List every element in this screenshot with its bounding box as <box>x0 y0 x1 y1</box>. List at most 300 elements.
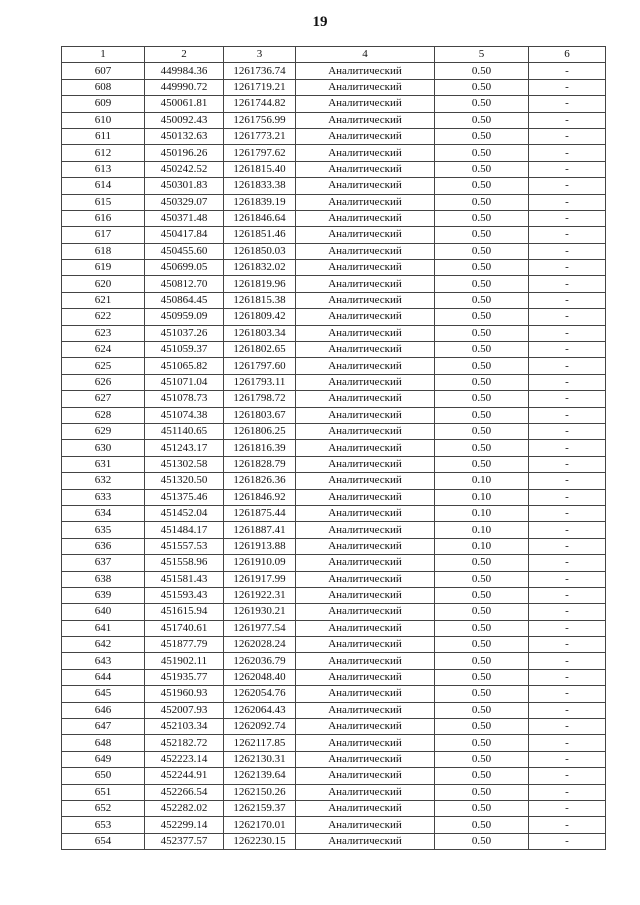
method-cell: Аналитический <box>296 309 435 325</box>
accuracy-cell: 0.50 <box>435 456 529 472</box>
table-row <box>62 145 606 161</box>
x-coordinate-cell: 452377.57 <box>145 833 224 849</box>
table-row <box>62 96 606 112</box>
note-cell: - <box>529 407 606 423</box>
accuracy-cell: 0.50 <box>435 735 529 751</box>
accuracy-cell: 0.50 <box>435 833 529 849</box>
note-cell: - <box>529 210 606 226</box>
method-cell: Аналитический <box>296 423 435 439</box>
table-row <box>62 358 606 374</box>
table-row <box>62 522 606 538</box>
accuracy-cell: 0.50 <box>435 145 529 161</box>
table-row <box>62 260 606 276</box>
x-coordinate-cell: 451452.04 <box>145 505 224 521</box>
point-number-cell: 620 <box>62 276 145 292</box>
table-row <box>62 800 606 816</box>
y-coordinate-cell: 1261773.21 <box>224 128 296 144</box>
point-number-cell: 621 <box>62 292 145 308</box>
point-number-cell: 613 <box>62 161 145 177</box>
accuracy-cell: 0.50 <box>435 719 529 735</box>
point-number-cell: 629 <box>62 423 145 439</box>
note-cell: - <box>529 63 606 79</box>
y-coordinate-cell: 1261802.65 <box>224 342 296 358</box>
y-coordinate-cell: 1261793.11 <box>224 374 296 390</box>
method-cell: Аналитический <box>296 702 435 718</box>
x-coordinate-cell: 451078.73 <box>145 391 224 407</box>
note-cell: - <box>529 145 606 161</box>
y-coordinate-cell: 1261816.39 <box>224 440 296 456</box>
accuracy-cell: 0.50 <box>435 309 529 325</box>
x-coordinate-cell: 450092.43 <box>145 112 224 128</box>
column-header: 6 <box>529 47 606 63</box>
point-number-cell: 650 <box>62 768 145 784</box>
y-coordinate-cell: 1261922.31 <box>224 587 296 603</box>
y-coordinate-cell: 1261846.92 <box>224 489 296 505</box>
accuracy-cell: 0.50 <box>435 604 529 620</box>
point-number-cell: 611 <box>62 128 145 144</box>
method-cell: Аналитический <box>296 210 435 226</box>
accuracy-cell: 0.10 <box>435 505 529 521</box>
x-coordinate-cell: 451935.77 <box>145 669 224 685</box>
note-cell: - <box>529 374 606 390</box>
point-number-cell: 635 <box>62 522 145 538</box>
x-coordinate-cell: 450455.60 <box>145 243 224 259</box>
accuracy-cell: 0.50 <box>435 243 529 259</box>
accuracy-cell: 0.50 <box>435 751 529 767</box>
x-coordinate-cell: 450329.07 <box>145 194 224 210</box>
x-coordinate-cell: 450864.45 <box>145 292 224 308</box>
point-number-cell: 652 <box>62 800 145 816</box>
y-coordinate-cell: 1262150.26 <box>224 784 296 800</box>
x-coordinate-cell: 450699.05 <box>145 260 224 276</box>
table-row <box>62 227 606 243</box>
method-cell: Аналитический <box>296 456 435 472</box>
x-coordinate-cell: 451320.50 <box>145 473 224 489</box>
accuracy-cell: 0.50 <box>435 702 529 718</box>
x-coordinate-cell: 451593.43 <box>145 587 224 603</box>
x-coordinate-cell: 449984.36 <box>145 63 224 79</box>
point-number-cell: 639 <box>62 587 145 603</box>
accuracy-cell: 0.50 <box>435 620 529 636</box>
method-cell: Аналитический <box>296 637 435 653</box>
y-coordinate-cell: 1261828.79 <box>224 456 296 472</box>
accuracy-cell: 0.50 <box>435 768 529 784</box>
note-cell: - <box>529 423 606 439</box>
note-cell: - <box>529 309 606 325</box>
method-cell: Аналитический <box>296 128 435 144</box>
y-coordinate-cell: 1261930.21 <box>224 604 296 620</box>
note-cell: - <box>529 243 606 259</box>
point-number-cell: 651 <box>62 784 145 800</box>
x-coordinate-cell: 451960.93 <box>145 686 224 702</box>
column-header: 5 <box>435 47 529 63</box>
x-coordinate-cell: 450061.81 <box>145 96 224 112</box>
x-coordinate-cell: 451074.38 <box>145 407 224 423</box>
point-number-cell: 627 <box>62 391 145 407</box>
method-cell: Аналитический <box>296 587 435 603</box>
method-cell: Аналитический <box>296 473 435 489</box>
accuracy-cell: 0.50 <box>435 587 529 603</box>
note-cell: - <box>529 784 606 800</box>
table-row <box>62 178 606 194</box>
table-row <box>62 194 606 210</box>
accuracy-cell: 0.50 <box>435 227 529 243</box>
accuracy-cell: 0.50 <box>435 669 529 685</box>
note-cell: - <box>529 342 606 358</box>
y-coordinate-cell: 1261850.03 <box>224 243 296 259</box>
note-cell: - <box>529 260 606 276</box>
method-cell: Аналитический <box>296 194 435 210</box>
y-coordinate-cell: 1261910.09 <box>224 555 296 571</box>
point-number-cell: 654 <box>62 833 145 849</box>
x-coordinate-cell: 451375.46 <box>145 489 224 505</box>
method-cell: Аналитический <box>296 63 435 79</box>
point-number-cell: 641 <box>62 620 145 636</box>
method-cell: Аналитический <box>296 555 435 571</box>
note-cell: - <box>529 194 606 210</box>
y-coordinate-cell: 1261833.38 <box>224 178 296 194</box>
x-coordinate-cell: 452266.54 <box>145 784 224 800</box>
method-cell: Аналитический <box>296 784 435 800</box>
method-cell: Аналитический <box>296 538 435 554</box>
note-cell: - <box>529 587 606 603</box>
note-cell: - <box>529 227 606 243</box>
table-row <box>62 456 606 472</box>
y-coordinate-cell: 1261797.60 <box>224 358 296 374</box>
accuracy-cell: 0.50 <box>435 276 529 292</box>
x-coordinate-cell: 452282.02 <box>145 800 224 816</box>
method-cell: Аналитический <box>296 686 435 702</box>
table-row <box>62 751 606 767</box>
y-coordinate-cell: 1262036.79 <box>224 653 296 669</box>
table-row <box>62 423 606 439</box>
point-number-cell: 617 <box>62 227 145 243</box>
table-row <box>62 571 606 587</box>
accuracy-cell: 0.10 <box>435 473 529 489</box>
y-coordinate-cell: 1261815.38 <box>224 292 296 308</box>
note-cell: - <box>529 686 606 702</box>
x-coordinate-cell: 450417.84 <box>145 227 224 243</box>
y-coordinate-cell: 1261917.99 <box>224 571 296 587</box>
table-row <box>62 505 606 521</box>
y-coordinate-cell: 1262064.43 <box>224 702 296 718</box>
table-row <box>62 342 606 358</box>
y-coordinate-cell: 1261851.46 <box>224 227 296 243</box>
y-coordinate-cell: 1261846.64 <box>224 210 296 226</box>
x-coordinate-cell: 451615.94 <box>145 604 224 620</box>
y-coordinate-cell: 1262028.24 <box>224 637 296 653</box>
x-coordinate-cell: 450132.63 <box>145 128 224 144</box>
table-row <box>62 128 606 144</box>
note-cell: - <box>529 79 606 95</box>
note-cell: - <box>529 178 606 194</box>
point-number-cell: 640 <box>62 604 145 620</box>
y-coordinate-cell: 1261832.02 <box>224 260 296 276</box>
table-row <box>62 686 606 702</box>
x-coordinate-cell: 451484.17 <box>145 522 224 538</box>
point-number-cell: 614 <box>62 178 145 194</box>
table-row <box>62 391 606 407</box>
table-row <box>62 276 606 292</box>
point-number-cell: 628 <box>62 407 145 423</box>
accuracy-cell: 0.50 <box>435 260 529 276</box>
y-coordinate-cell: 1262130.31 <box>224 751 296 767</box>
method-cell: Аналитический <box>296 260 435 276</box>
table-row <box>62 768 606 784</box>
table-row <box>62 374 606 390</box>
note-cell: - <box>529 620 606 636</box>
method-cell: Аналитический <box>296 325 435 341</box>
note-cell: - <box>529 604 606 620</box>
y-coordinate-cell: 1261719.21 <box>224 79 296 95</box>
method-cell: Аналитический <box>296 96 435 112</box>
point-number-cell: 638 <box>62 571 145 587</box>
note-cell: - <box>529 719 606 735</box>
accuracy-cell: 0.10 <box>435 522 529 538</box>
accuracy-cell: 0.50 <box>435 653 529 669</box>
point-number-cell: 644 <box>62 669 145 685</box>
y-coordinate-cell: 1261839.19 <box>224 194 296 210</box>
table-row <box>62 587 606 603</box>
point-number-cell: 626 <box>62 374 145 390</box>
note-cell: - <box>529 161 606 177</box>
point-number-cell: 653 <box>62 817 145 833</box>
x-coordinate-cell: 451557.53 <box>145 538 224 554</box>
method-cell: Аналитический <box>296 342 435 358</box>
y-coordinate-cell: 1261819.96 <box>224 276 296 292</box>
y-coordinate-cell: 1261806.25 <box>224 423 296 439</box>
accuracy-cell: 0.50 <box>435 358 529 374</box>
point-number-cell: 609 <box>62 96 145 112</box>
table-row <box>62 833 606 849</box>
method-cell: Аналитический <box>296 833 435 849</box>
accuracy-cell: 0.50 <box>435 178 529 194</box>
table-row <box>62 309 606 325</box>
note-cell: - <box>529 96 606 112</box>
note-cell: - <box>529 473 606 489</box>
table-body <box>62 63 606 850</box>
method-cell: Аналитический <box>296 489 435 505</box>
point-number-cell: 630 <box>62 440 145 456</box>
x-coordinate-cell: 452007.93 <box>145 702 224 718</box>
note-cell: - <box>529 669 606 685</box>
x-coordinate-cell: 452182.72 <box>145 735 224 751</box>
accuracy-cell: 0.50 <box>435 325 529 341</box>
method-cell: Аналитический <box>296 604 435 620</box>
x-coordinate-cell: 451877.79 <box>145 637 224 653</box>
accuracy-cell: 0.50 <box>435 210 529 226</box>
point-number-cell: 643 <box>62 653 145 669</box>
table-row <box>62 669 606 685</box>
note-cell: - <box>529 653 606 669</box>
method-cell: Аналитический <box>296 735 435 751</box>
method-cell: Аналитический <box>296 768 435 784</box>
accuracy-cell: 0.50 <box>435 391 529 407</box>
note-cell: - <box>529 768 606 784</box>
table-row <box>62 702 606 718</box>
accuracy-cell: 0.50 <box>435 637 529 653</box>
point-number-cell: 608 <box>62 79 145 95</box>
table-row <box>62 538 606 554</box>
point-number-cell: 634 <box>62 505 145 521</box>
point-number-cell: 623 <box>62 325 145 341</box>
accuracy-cell: 0.50 <box>435 292 529 308</box>
point-number-cell: 632 <box>62 473 145 489</box>
x-coordinate-cell: 450812.70 <box>145 276 224 292</box>
method-cell: Аналитический <box>296 227 435 243</box>
note-cell: - <box>529 112 606 128</box>
table-row <box>62 604 606 620</box>
y-coordinate-cell: 1261913.88 <box>224 538 296 554</box>
method-cell: Аналитический <box>296 391 435 407</box>
x-coordinate-cell: 451140.65 <box>145 423 224 439</box>
table-row <box>62 817 606 833</box>
y-coordinate-cell: 1261815.40 <box>224 161 296 177</box>
x-coordinate-cell: 450371.48 <box>145 210 224 226</box>
point-number-cell: 619 <box>62 260 145 276</box>
y-coordinate-cell: 1261797.62 <box>224 145 296 161</box>
method-cell: Аналитический <box>296 358 435 374</box>
point-number-cell: 615 <box>62 194 145 210</box>
note-cell: - <box>529 571 606 587</box>
note-cell: - <box>529 456 606 472</box>
point-number-cell: 642 <box>62 637 145 653</box>
table-row <box>62 325 606 341</box>
table-row <box>62 473 606 489</box>
note-cell: - <box>529 128 606 144</box>
column-header: 2 <box>145 47 224 63</box>
note-cell: - <box>529 391 606 407</box>
x-coordinate-cell: 450242.52 <box>145 161 224 177</box>
note-cell: - <box>529 800 606 816</box>
accuracy-cell: 0.50 <box>435 800 529 816</box>
method-cell: Аналитический <box>296 374 435 390</box>
method-cell: Аналитический <box>296 161 435 177</box>
y-coordinate-cell: 1261803.34 <box>224 325 296 341</box>
table-row <box>62 719 606 735</box>
y-coordinate-cell: 1261744.82 <box>224 96 296 112</box>
y-coordinate-cell: 1262092.74 <box>224 719 296 735</box>
table-row <box>62 161 606 177</box>
method-cell: Аналитический <box>296 178 435 194</box>
x-coordinate-cell: 450196.26 <box>145 145 224 161</box>
table-row <box>62 112 606 128</box>
point-number-cell: 631 <box>62 456 145 472</box>
accuracy-cell: 0.50 <box>435 194 529 210</box>
method-cell: Аналитический <box>296 571 435 587</box>
column-header: 4 <box>296 47 435 63</box>
x-coordinate-cell: 450301.83 <box>145 178 224 194</box>
accuracy-cell: 0.50 <box>435 374 529 390</box>
accuracy-cell: 0.50 <box>435 96 529 112</box>
x-coordinate-cell: 451740.61 <box>145 620 224 636</box>
x-coordinate-cell: 451071.04 <box>145 374 224 390</box>
x-coordinate-cell: 452103.34 <box>145 719 224 735</box>
y-coordinate-cell: 1261977.54 <box>224 620 296 636</box>
method-cell: Аналитический <box>296 653 435 669</box>
accuracy-cell: 0.50 <box>435 79 529 95</box>
method-cell: Аналитический <box>296 145 435 161</box>
table-row <box>62 555 606 571</box>
accuracy-cell: 0.50 <box>435 784 529 800</box>
accuracy-cell: 0.50 <box>435 686 529 702</box>
x-coordinate-cell: 449990.72 <box>145 79 224 95</box>
note-cell: - <box>529 358 606 374</box>
x-coordinate-cell: 451558.96 <box>145 555 224 571</box>
point-number-cell: 624 <box>62 342 145 358</box>
y-coordinate-cell: 1262139.64 <box>224 768 296 784</box>
point-number-cell: 622 <box>62 309 145 325</box>
y-coordinate-cell: 1261798.72 <box>224 391 296 407</box>
x-coordinate-cell: 450959.09 <box>145 309 224 325</box>
table-row <box>62 620 606 636</box>
accuracy-cell: 0.50 <box>435 440 529 456</box>
y-coordinate-cell: 1262048.40 <box>224 669 296 685</box>
table-row <box>62 407 606 423</box>
point-number-cell: 612 <box>62 145 145 161</box>
note-cell: - <box>529 751 606 767</box>
accuracy-cell: 0.50 <box>435 407 529 423</box>
note-cell: - <box>529 555 606 571</box>
method-cell: Аналитический <box>296 112 435 128</box>
y-coordinate-cell: 1261736.74 <box>224 63 296 79</box>
point-number-cell: 647 <box>62 719 145 735</box>
table-row <box>62 210 606 226</box>
page-number: 19 <box>312 14 328 30</box>
table-row <box>62 653 606 669</box>
y-coordinate-cell: 1261756.99 <box>224 112 296 128</box>
method-cell: Аналитический <box>296 440 435 456</box>
y-coordinate-cell: 1262159.37 <box>224 800 296 816</box>
note-cell: - <box>529 735 606 751</box>
accuracy-cell: 0.50 <box>435 128 529 144</box>
note-cell: - <box>529 702 606 718</box>
note-cell: - <box>529 505 606 521</box>
x-coordinate-cell: 451302.58 <box>145 456 224 472</box>
x-coordinate-cell: 451037.26 <box>145 325 224 341</box>
point-number-cell: 646 <box>62 702 145 718</box>
method-cell: Аналитический <box>296 522 435 538</box>
table-row <box>62 784 606 800</box>
method-cell: Аналитический <box>296 292 435 308</box>
method-cell: Аналитический <box>296 620 435 636</box>
method-cell: Аналитический <box>296 719 435 735</box>
x-coordinate-cell: 451243.17 <box>145 440 224 456</box>
point-number-cell: 645 <box>62 686 145 702</box>
y-coordinate-cell: 1262054.76 <box>224 686 296 702</box>
note-cell: - <box>529 817 606 833</box>
point-number-cell: 607 <box>62 63 145 79</box>
y-coordinate-cell: 1262170.01 <box>224 817 296 833</box>
method-cell: Аналитический <box>296 800 435 816</box>
y-coordinate-cell: 1262230.15 <box>224 833 296 849</box>
note-cell: - <box>529 489 606 505</box>
point-number-cell: 618 <box>62 243 145 259</box>
note-cell: - <box>529 637 606 653</box>
table-row <box>62 735 606 751</box>
table-row <box>62 292 606 308</box>
x-coordinate-cell: 451581.43 <box>145 571 224 587</box>
point-number-cell: 633 <box>62 489 145 505</box>
table-row <box>62 243 606 259</box>
y-coordinate-cell: 1261809.42 <box>224 309 296 325</box>
x-coordinate-cell: 452299.14 <box>145 817 224 833</box>
note-cell: - <box>529 440 606 456</box>
method-cell: Аналитический <box>296 505 435 521</box>
method-cell: Аналитический <box>296 751 435 767</box>
coordinates-table <box>61 46 606 850</box>
y-coordinate-cell: 1261887.41 <box>224 522 296 538</box>
